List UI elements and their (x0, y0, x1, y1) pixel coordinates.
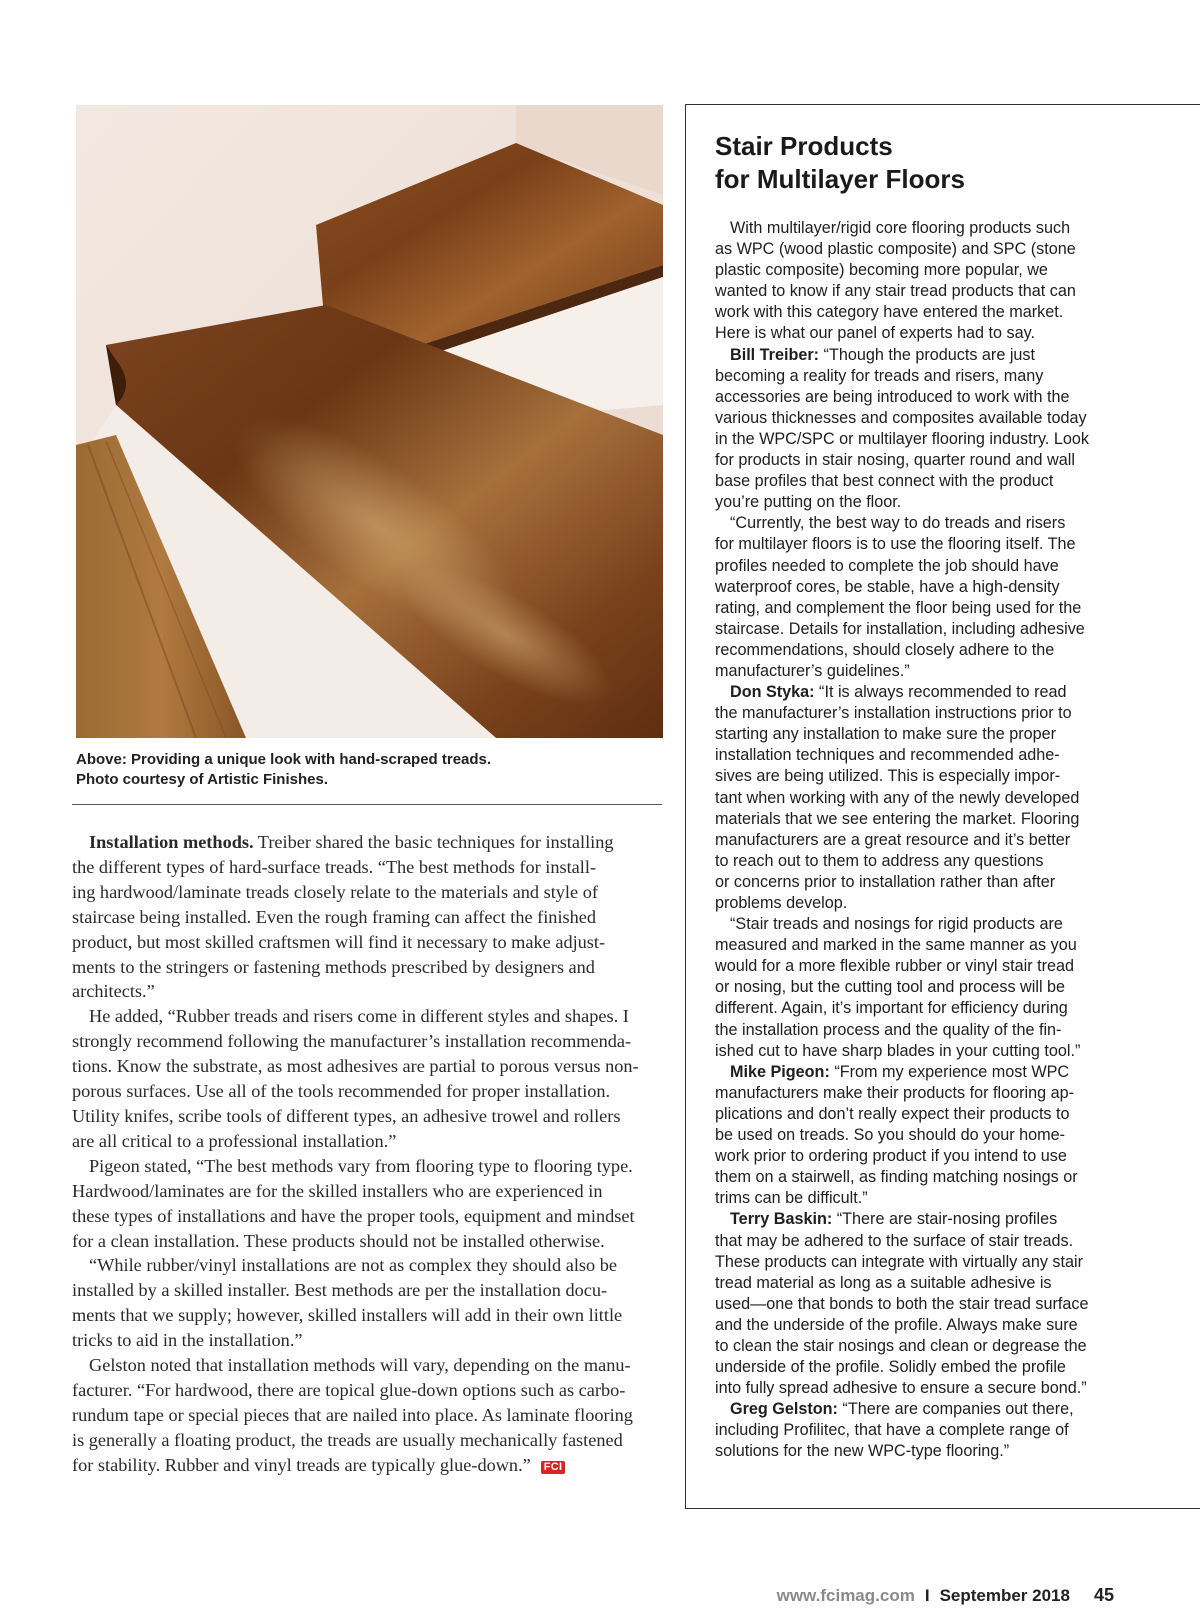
sidebar-line: as WPC (wood plastic composite) and SPC (stone (715, 240, 1076, 259)
section-heading: Installation methods. (89, 832, 254, 852)
article-line: installed by a skilled installer. Best methods are per the installation docu- (72, 1280, 608, 1301)
speaker-name: Bill Treiber: (730, 345, 820, 364)
sidebar-line: the installation process and the quality of the fin- (715, 1020, 1062, 1039)
sidebar-line: various thicknesses and composites available today (715, 408, 1087, 427)
sidebar-line: recommendations, should closely adhere to the (715, 640, 1055, 659)
sidebar-line: different. Again, it’s important for efficiency during (715, 999, 1068, 1018)
sidebar-line: the manufacturer’s installation instructions prior to (715, 704, 1072, 723)
article-line: Gelston noted that installation methods will vary, depending on the manu- (89, 1355, 631, 1376)
issue-date: September 2018 (939, 1586, 1070, 1605)
speaker-name: Mike Pigeon: (730, 1062, 830, 1081)
sidebar-line: used—one that bonds to both the stair tread surface (715, 1294, 1089, 1313)
sidebar-line: Bill Treiber: “Though the products are just (730, 345, 1036, 364)
sidebar-line: or nosing, but the cutting tool and process will be (715, 978, 1066, 997)
footer-separator: I (924, 1586, 930, 1605)
photo-caption (76, 750, 666, 790)
sidebar-title: Stair Products for Multilayer Floors (715, 131, 965, 194)
sidebar-line: you’re putting on the floor. (715, 493, 902, 512)
article-line: facturer. “For hardwood, there are topical glue-down options such as carbo- (72, 1379, 626, 1400)
sidebar-line: base profiles that best connect with the product (715, 472, 1054, 491)
sidebar-line: including Profilitec, that have a complete range of (715, 1421, 1069, 1440)
article-line: “While rubber/vinyl installations are not as complex they should also be (89, 1255, 617, 1276)
article-line: ing hardwood/laminate treads closely relate to the materials and style of (72, 881, 598, 902)
sidebar-line: for products in stair nosing, quarter round and wall (715, 451, 1075, 470)
sidebar-line: materials that we see entering the market. Flooring (715, 809, 1080, 828)
sidebar-line: to reach out to them to address any questions (715, 851, 1044, 870)
sidebar-line: work with this category have entered the market. (715, 303, 1064, 322)
website-link[interactable]: www.fcimag.com (776, 1586, 915, 1605)
sidebar-line: With multilayer/rigid core flooring products such (730, 219, 1071, 237)
article-line: are all critical to a professional installation.” (72, 1130, 397, 1151)
article-line: staircase being installed. Even the rough framing can affect the finished (72, 906, 597, 927)
sidebar-line: into fully spread adhesive to ensure a secure bond.” (715, 1379, 1087, 1398)
sidebar-line: ished cut to have sharp blades in your cutting tool.” (715, 1041, 1081, 1060)
article-body (72, 830, 672, 1478)
sidebar-line: be used on treads. So you should do your home- (715, 1126, 1066, 1145)
stair-photo-illustration (76, 105, 663, 738)
article-line: architects.” (72, 981, 155, 1002)
article-line: the different types of hard-surface treads. “The best methods for install- (72, 856, 597, 877)
sidebar-line: Greg Gelston: “There are companies out there, (730, 1400, 1074, 1419)
sidebar-line: staircase. Details for installation, including adhesive (715, 619, 1085, 638)
speaker-name: Greg Gelston: (730, 1400, 838, 1419)
article-line: Utility knifes, scribe tools of different types, an adhesive trowel and rollers (72, 1105, 621, 1126)
article-line: strongly recommend following the manufacturer’s installation recommenda- (72, 1031, 632, 1052)
sidebar-line: in the WPC/SPC or multilayer flooring industry. Look (715, 429, 1089, 448)
article-line: these types of installations and have the proper tools, equipment and mindset (72, 1205, 635, 1226)
sidebar-line: manufacturers make their products for flooring ap- (715, 1083, 1074, 1102)
sidebar-line: Here is what our panel of experts had to say. (715, 324, 1036, 343)
sidebar-line: that may be adhered to the surface of stair treads. (715, 1231, 1074, 1250)
article-line: ments to the stringers or fastening methods prescribed by designers and (72, 956, 595, 977)
sidebar-line: manufacturers are a great resource and it’s better (715, 830, 1071, 849)
sidebar-line: Terry Baskin: “There are stair-nosing profiles (730, 1210, 1058, 1229)
sidebar-line: wanted to know if any stair tread products that can (715, 282, 1076, 301)
sidebar-line: “Currently, the best way to do treads and risers (730, 514, 1066, 533)
article-line: porous surfaces. Use all of the tools recommended for proper installation. (72, 1081, 611, 1102)
sidebar-line: for multilayer floors is to use the flooring itself. The (715, 535, 1076, 554)
article-line: is generally a floating product, the treads are usually mechanically fastened (72, 1429, 623, 1450)
article-line: Installation methods. Treiber shared the basic techniques for installing (89, 832, 614, 852)
sidebar-line: problems develop. (715, 894, 848, 912)
sidebar-line: waterproof cores, be stable, have a high-density (715, 577, 1060, 596)
article-line: rundum tape or special pieces that are nailed into place. As laminate flooring (72, 1404, 633, 1425)
caption-credit-line: Photo courtesy of Artistic Finishes. (76, 771, 328, 788)
article-line: for a clean installation. These products should not be installed otherwise. (72, 1230, 605, 1251)
page-footer (777, 1585, 1114, 1606)
caption-divider (72, 804, 662, 805)
sidebar-line: sives are being utilized. This is especially impor- (715, 767, 1061, 786)
article-line: product, but most skilled craftsmen will find it necessary to make adjust- (72, 931, 606, 952)
sidebar-line: to clean the stair nosings and clean or degrease the (715, 1336, 1087, 1355)
sidebar-line: them on a stairwell, as finding matching nosings or (715, 1168, 1078, 1187)
sidebar-line: starting any installation to make sure the proper (715, 725, 1057, 744)
caption-line: Above: Providing a unique look with hand-scraped treads. (76, 751, 492, 768)
article-line: for stability. Rubber and vinyl treads are typically glue-down.” FCI (72, 1453, 672, 1478)
page-number: 45 (1093, 1585, 1114, 1605)
sidebar-body (715, 218, 1195, 1463)
sidebar-line: tant when working with any of the newly developed (715, 788, 1080, 807)
sidebar-line: installation techniques and recommended adhe- (715, 746, 1060, 765)
stair-treads-photo (76, 105, 663, 738)
sidebar-line: These products can integrate with virtually any stair (715, 1252, 1083, 1271)
sidebar-line: becoming a reality for treads and risers, many (715, 366, 1044, 385)
article-line: Pigeon stated, “The best methods vary from flooring type to flooring type. (89, 1155, 633, 1176)
sidebar-line: plastic composite) becoming more popular, we (715, 261, 1048, 280)
sidebar-line: Mike Pigeon: “From my experience most WPC (730, 1062, 1070, 1081)
sidebar-line: accessories are being introduced to work with the (715, 387, 1070, 406)
sidebar-line: solutions for the new WPC-type flooring.” (715, 1442, 1010, 1461)
sidebar-line: plications and don’t really expect their products to (715, 1104, 1070, 1123)
sidebar-line: trims can be difficult.” (715, 1189, 868, 1208)
article-line: He added, “Rubber treads and risers come in different styles and shapes. I (89, 1006, 629, 1027)
sidebar-line: underside of the profile. Solidly embed the profile (715, 1358, 1066, 1377)
sidebar-line: manufacturer’s guidelines.” (715, 661, 910, 680)
sidebar-line: Don Styka: “It is always recommended to read (730, 683, 1067, 702)
sidebar-line: rating, and complement the floor being used for the (715, 598, 1082, 617)
fci-end-mark-logo: FCI (541, 1461, 566, 1474)
article-line: tricks to aid in the installation.” (72, 1330, 303, 1351)
article-line: tions. Know the substrate, as most adhesives are partial to porous versus non- (72, 1056, 639, 1077)
sidebar-line: profiles needed to complete the job should have (715, 556, 1059, 575)
sidebar-line: and the underside of the profile. Always make sure (715, 1315, 1078, 1334)
sidebar-line: work prior to ordering product if you intend to use (715, 1147, 1067, 1166)
sidebar-line: would for a more flexible rubber or vinyl stair tread (715, 957, 1074, 976)
article-line: Hardwood/laminates are for the skilled installers who are experienced in (72, 1180, 603, 1201)
sidebar-line: “Stair treads and nosings for rigid products are (730, 915, 1063, 934)
sidebar-line: measured and marked in the same manner as you (715, 936, 1077, 955)
sidebar-line: or concerns prior to installation rather than after (715, 872, 1056, 891)
speaker-name: Terry Baskin: (730, 1210, 833, 1229)
article-line: ments that we supply; however, skilled installers will add in their own little (72, 1305, 623, 1326)
speaker-name: Don Styka: (730, 683, 815, 702)
sidebar-line: tread material as long as a suitable adhesive is (715, 1273, 1052, 1292)
